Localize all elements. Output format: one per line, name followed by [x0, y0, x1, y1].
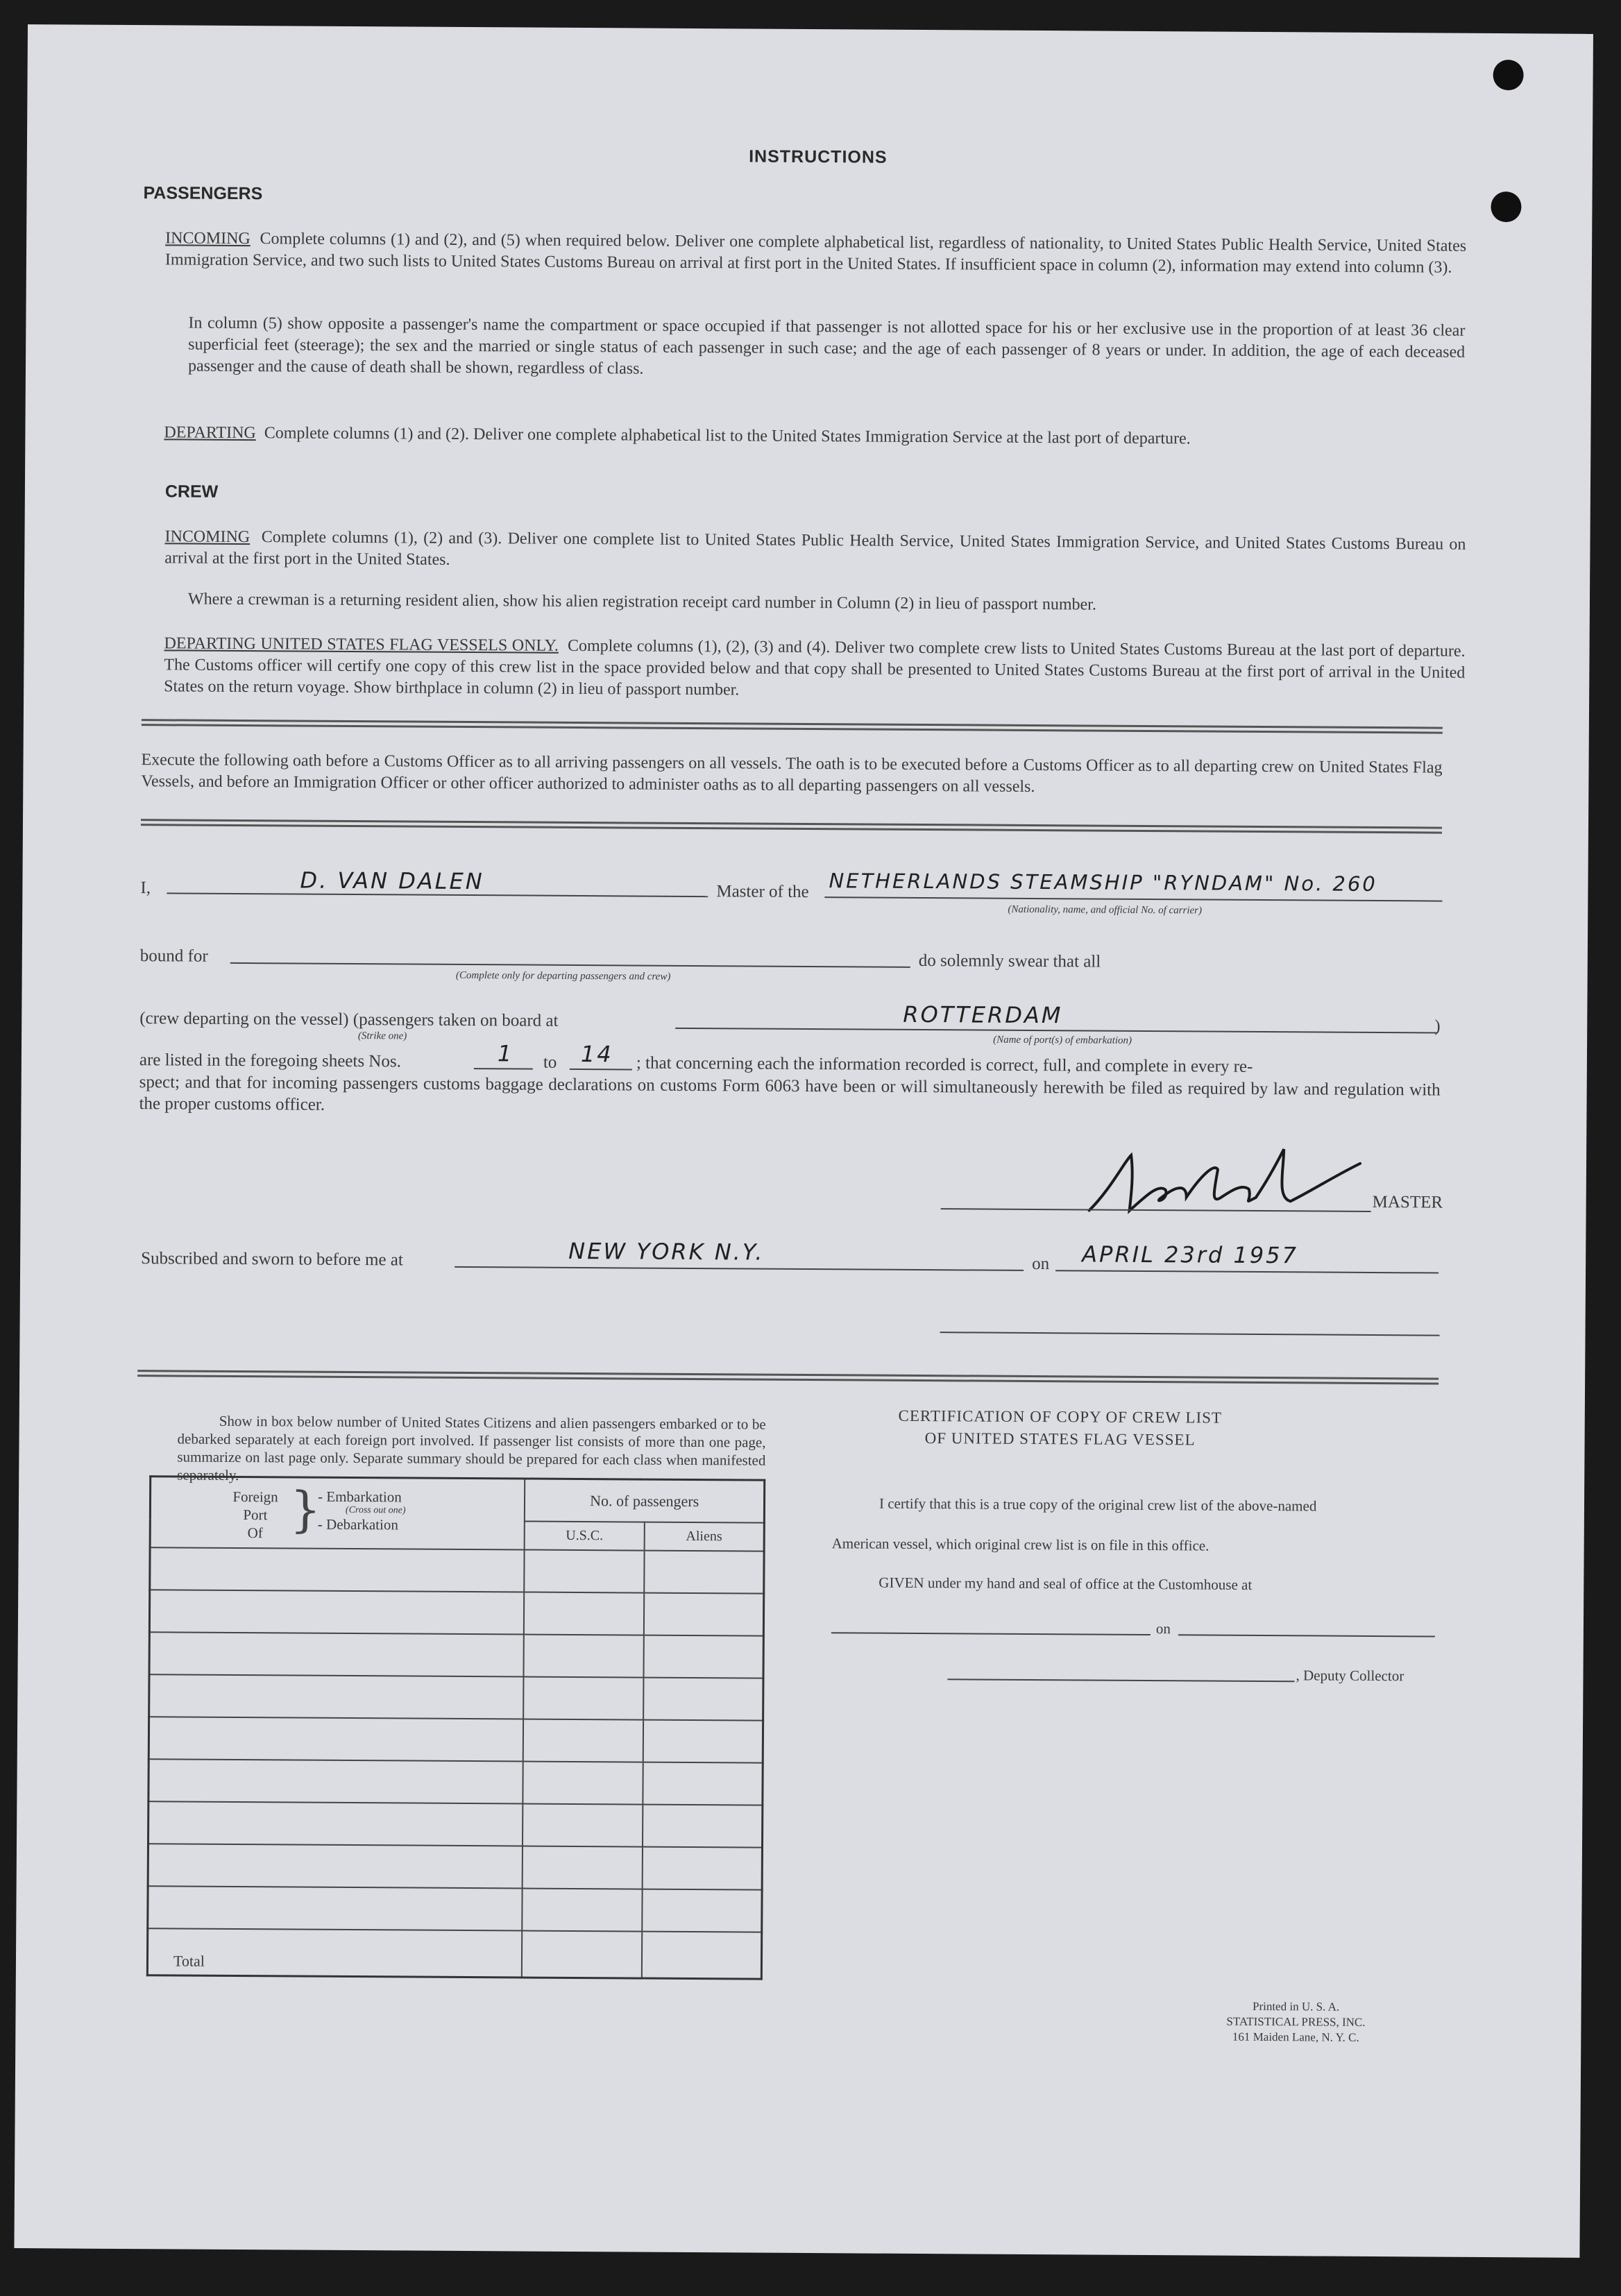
sheet-to-line [570, 1069, 632, 1071]
printer-imprint [1195, 1998, 1396, 2046]
passenger-summary-table [146, 1475, 765, 1980]
printer-line-2: STATISTICAL PRESS, INC. [1226, 2014, 1366, 2029]
debarkation-option[interactable]: - Debarkation [317, 1515, 398, 1533]
crew-departing-text: (crew departing on the vessel) [139, 1009, 349, 1029]
table-row [148, 1886, 762, 1932]
usc-cell[interactable] [523, 1889, 643, 1932]
double-rule [141, 819, 1442, 833]
aliens-cell[interactable] [643, 1635, 763, 1678]
customhouse-line[interactable] [831, 1632, 1151, 1635]
crew-departing-block [164, 633, 1466, 705]
sworn-place-value[interactable]: NEW YORK N.Y. [568, 1237, 765, 1266]
close-paren: ) [1434, 1017, 1441, 1036]
port-header-foreign: Foreign [232, 1488, 278, 1506]
sheet-from-value[interactable]: 1 [497, 1040, 514, 1067]
port-cell[interactable] [149, 1632, 524, 1676]
passengers-taken-text: (passengers taken on board at [353, 1010, 559, 1030]
passengers-incoming-text2: In column (5) show opposite a passenger's name the compartment or space occupied if that passenger is not allotted space for his or her exclusive use in the proportion of at least 36 clear superficial feet (steerage); the sex and the married or single status of each passenger in such case; and the age of each passenger of 8 years or under. In addition, the age of each deceased passenger and the cause of death shall be shown, regardless of class. [187, 314, 1466, 378]
master-of-label: Master of the [716, 882, 809, 902]
aliens-total-cell[interactable] [641, 1932, 761, 1980]
vessel-line [824, 896, 1442, 901]
table-row [148, 1759, 763, 1805]
embarkation-option[interactable]: - Embarkation [317, 1488, 402, 1506]
aliens-cell[interactable] [642, 1889, 762, 1932]
master-label: MASTER [1372, 1192, 1443, 1212]
vessel-caption: (Nationality, name, and official No. of carrier) [1008, 903, 1203, 917]
double-rule [137, 1370, 1438, 1384]
crew-departing-option [139, 1009, 558, 1031]
passengers-departing-block [164, 422, 1465, 451]
brace-icon: } [289, 1481, 321, 1538]
table-row [148, 1801, 763, 1847]
port-cell[interactable] [148, 1886, 523, 1930]
sworn-date-line [1055, 1270, 1438, 1273]
listed-suffix: ; that concerning each the information recorded is correct, full, and complete in every re- [636, 1053, 1253, 1076]
port-header-cell [150, 1477, 525, 1550]
passengers-departing-label: DEPARTING [164, 423, 256, 443]
i-label: I, [140, 878, 151, 898]
port-header-port: Port [243, 1506, 268, 1524]
usc-cell[interactable] [525, 1550, 645, 1593]
instructions-title: INSTRUCTIONS [749, 146, 888, 167]
summary-instructions: Show in box below number of United States Citizens and alien passengers embarked or to be debarked separately at each foreign port involved. If passenger list consists of more than one page, summarize on last page only. Separate summary should be prepared for each class when manifested separately. [177, 1412, 766, 1484]
bound-for-line [230, 962, 910, 968]
passengers-title: PASSENGERS [143, 183, 263, 204]
table-row [149, 1674, 763, 1720]
bound-caption: (Complete only for departing passengers and crew) [455, 969, 671, 983]
crew-incoming-text: Complete columns (1), (2) and (3). Deliver one complete list to United States Public Health Service, United States Immigration Service, and United States Customs Bureau on arrival at the first port in the United States. [164, 528, 1466, 569]
deputy-signature-line[interactable] [947, 1678, 1294, 1682]
officer-signature-line [940, 1332, 1440, 1336]
passengers-incoming-block [165, 228, 1466, 278]
certification-title-1: CERTIFICATION OF COPY OF CREW LIST [898, 1406, 1223, 1427]
sworn-date-value[interactable]: APRIL 23rd 1957 [1082, 1241, 1298, 1269]
passengers-incoming-label: INCOMING [165, 229, 251, 248]
usc-cell[interactable] [523, 1846, 643, 1889]
punch-hole [1493, 60, 1523, 90]
punch-hole [1491, 192, 1521, 222]
aliens-cell[interactable] [642, 1847, 762, 1890]
sworn-on-label: on [1032, 1254, 1050, 1274]
port-cell[interactable] [148, 1801, 523, 1846]
usc-cell[interactable] [523, 1677, 643, 1720]
table-row [149, 1632, 763, 1678]
usc-header: U.S.C. [525, 1522, 645, 1551]
certification-text-2: American vessel, which original crew list is on file in this office. [831, 1535, 1210, 1554]
double-rule [142, 719, 1443, 733]
port-value[interactable]: ROTTERDAM [903, 1001, 1063, 1029]
crew-incoming-label: INCOMING [164, 527, 251, 547]
port-caption: (Name of port(s) of embarkation) [993, 1034, 1132, 1046]
port-cell[interactable] [148, 1717, 523, 1761]
crew-departing-text: Complete columns (1), (2), (3) and (4). Deliver two complete crew lists to United States Customs Bureau at the last port of departure. The Customs officer will certify one copy of this crew list in the space provided below and that copy shall be presented to United States Customs Bureau at the first port of arrival in the United States on the return voyage. Show birthplace in column (2) in lieu of passport number. [164, 636, 1466, 699]
port-cell[interactable] [149, 1590, 524, 1634]
port-cell[interactable] [148, 1844, 523, 1888]
to-label: to [543, 1053, 557, 1072]
crew-title: CREW [164, 482, 219, 502]
aliens-cell[interactable] [643, 1720, 763, 1763]
sheet-from-line [474, 1068, 533, 1070]
passengers-incoming-text: Complete columns (1) and (2), and (5) when required below. Deliver one complete alphabetical list, regardless of nationality, to United States Public Health Service, United States Immigration Service, and two such lists to United States Customs Bureau on arrival at first port in the United States. If insufficient space in column (2), information may extend into column (3). [164, 230, 1467, 277]
strike-caption: (Strike one) [357, 1030, 407, 1042]
cross-out-caption: (Cross out one) [345, 1504, 406, 1516]
usc-total-cell[interactable] [522, 1931, 642, 1979]
certification-date-line[interactable] [1178, 1634, 1435, 1637]
certification-text-1: I certify that this is a true copy of the original crew list of the above-named [879, 1495, 1317, 1515]
usc-cell[interactable] [523, 1719, 643, 1762]
port-cell[interactable] [148, 1759, 523, 1803]
sheet-to-value[interactable]: 14 [580, 1041, 613, 1068]
master-name-value[interactable]: D. VAN DALEN [300, 867, 484, 895]
aliens-cell[interactable] [644, 1551, 764, 1594]
subscribed-label: Subscribed and sworn to before me at [141, 1249, 403, 1270]
bound-for-label: bound for [139, 946, 208, 966]
master-signature [1082, 1134, 1374, 1233]
table-row [149, 1590, 763, 1635]
aliens-cell[interactable] [643, 1678, 763, 1721]
no-passengers-header: No. of passengers [525, 1479, 765, 1523]
embark-option[interactable] [318, 1488, 406, 1533]
passengers-departing-text: Complete columns (1) and (2). Deliver one complete alphabetical list to the United States Immigration Service at the last port of departure. [264, 424, 1191, 448]
listed-prefix: are listed in the foregoing sheets Nos. [139, 1051, 401, 1071]
crew-departing-label: DEPARTING UNITED STATES FLAG VESSELS ONLY. [164, 634, 559, 655]
listed-rest: spect; and that for incoming passengers customs baggage declarations on customs Form 6063 have been or will simultaneously herewith be filed as required by law and regulation with the proper customs officer. [139, 1073, 1441, 1114]
swear-label: do solemnly swear that all [918, 951, 1101, 971]
port-header-of: Of [247, 1524, 263, 1542]
total-label: Total [147, 1928, 522, 1978]
table-row [148, 1844, 762, 1889]
port-header-label [221, 1488, 290, 1542]
aliens-cell[interactable] [643, 1805, 763, 1848]
sworn-place-line [455, 1266, 1024, 1271]
aliens-cell[interactable] [643, 1762, 763, 1805]
aliens-header: Aliens [644, 1522, 764, 1551]
port-cell[interactable] [149, 1674, 524, 1719]
port-cell[interactable] [150, 1547, 525, 1592]
table-row [148, 1717, 763, 1762]
usc-cell[interactable] [523, 1762, 643, 1805]
table-row [150, 1547, 764, 1593]
crew-incoming-text2: Where a crewman is a returning resident alien, show his alien registration receipt card number in Column (2) in lieu of passport number. [187, 590, 1096, 614]
printer-line-3: 161 Maiden Lane, N. Y. C. [1232, 2030, 1359, 2044]
total-row [147, 1928, 761, 1979]
usc-cell[interactable] [523, 1804, 643, 1847]
crew-incoming-block [164, 526, 1466, 577]
certification-text-3: GIVEN under my hand and seal of office at the Customhouse at [879, 1574, 1253, 1593]
usc-cell[interactable] [524, 1592, 644, 1635]
vessel-value[interactable]: NETHERLANDS STEAMSHIP "RYNDAM" No. 260 [829, 869, 1377, 896]
usc-cell[interactable] [524, 1635, 644, 1678]
certification-on-label: on [1155, 1620, 1171, 1638]
aliens-cell[interactable] [643, 1593, 763, 1636]
printer-line-1: Printed in U. S. A. [1252, 1999, 1340, 2014]
deputy-label: , Deputy Collector [1296, 1667, 1404, 1685]
oath-intro: Execute the following oath before a Customs Officer as to all arriving passengers on all vessels. The oath is to be executed before a Customs Officer as to all departing crew on United States Flag Vessels, and before an Immigration Officer or other officer authorized to administer oaths as to all departing passengers on all vessels. [141, 751, 1443, 796]
certification-title-2: OF UNITED STATES FLAG VESSEL [924, 1429, 1196, 1449]
form-page [14, 24, 1593, 2258]
